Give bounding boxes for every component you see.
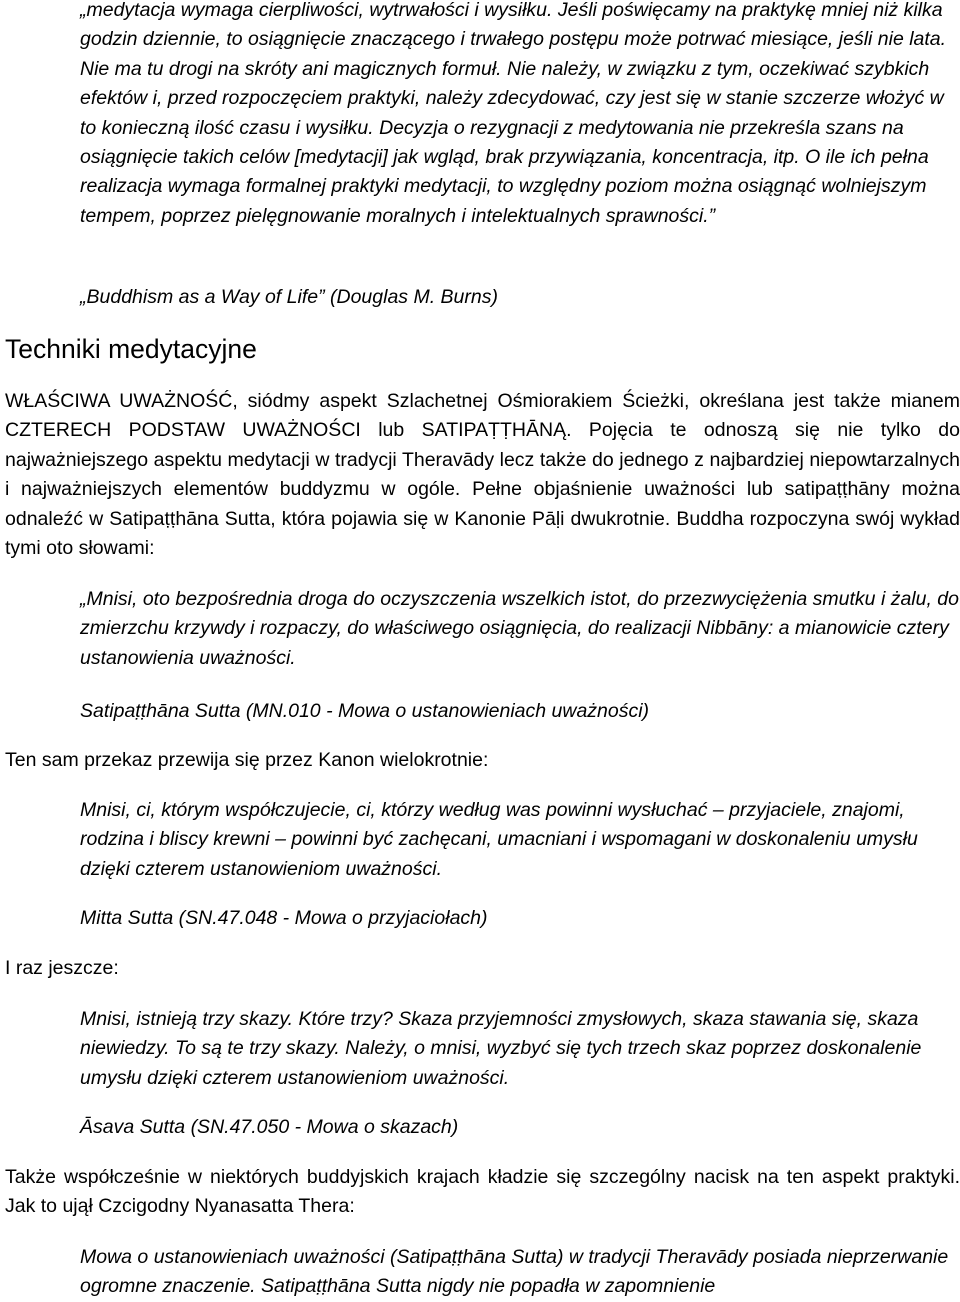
top-quote: „medytacja wymaga cierpliwości, wytrwałości i wysiłku. Jeśli poświęcamy na praktykę mniej niż kilka godzin dziennie, to osiągnięcie znaczącego i trwałego postępu może potrwać miesiące, jeśli nie lata. Nie ma tu drogi na skróty ani magicznych formuł. Nie należy, w związku z tym, oczekiwać szybkich efektów i, przed rozpoczęciem praktyki, należy zdecydować, czy jest się w stanie szczerze włożyć w to konieczną ilość czasu i wysiłku. Decyzja o rezygnacji z medytowania nie przekreśla szans na osiągnięcie takich celów [medytacji] jak wgląd, brak przywiązania, koncentracja, itp. O ile ich pełna realizacja wymaga formalnej praktyki medytacji, to względny poziom można osiągnąć wolniejszym tempem, poprzez pielęgnowanie moralnych i intelektualnych sprawności.” [80,0,947,227]
line-2: I raz jeszcze: [5,957,119,979]
line-1: Ten sam przekaz przewija się przez Kanon wielokrotnie: [5,749,489,771]
quote-3-source: Āsava Sutta (SN.47.050 - Mowa o skazach) [80,1116,459,1138]
paragraph-2: Także współcześnie w niektórych buddyjskich krajach kładzie się szczególny nacisk na ten aspekt praktyki. Jak to ujął Czcigodny Nyanasatta Thera: [5,1166,960,1218]
quote-4: Mowa o ustanowieniach uważności (Satipaṭṭhāna Sutta) w tradycji Theravādy posiada nieprzerwanie ogromne znaczenie. Satipaṭṭhāna Sutta nigdy nie popadła w zapomnienie [80,1246,949,1298]
quote-1: „Mnisi, oto bezpośrednia droga do oczyszczenia wszelkich istot, do przezwyciężenia smutku i żalu, do zmierzchu krzywdy i rozpaczy, do właściwego osiągnięcia, do realizacji Nibbāny: a mianowicie cztery ustanowienia uważności. [80,588,959,669]
quote-2-source: Mitta Sutta (SN.47.048 - Mowa o przyjaciołach) [80,907,488,929]
paragraph-1: WŁAŚCIWA UWAŻNOŚĆ, siódmy aspekt Szlachetnej Ośmiorakiem Ścieżki, określana jest także mianem CZTERECH PODSTAW UWAŻNOŚCI lub SATIPAṬṬHĀNĄ. Pojęcia te odnoszą się nie tylko do najważniejszego aspektu medytacji w tradycji Theravādy lecz także do jednego z najbardziej niepowtarzalnych i najważniejszych elementów buddyzmu w ogóle. Pełne objaśnienie uważności lub satipaṭṭhāny można odnaleźć w Satipaṭṭhāna Sutta, która pojawia się w Kanonie Pāḷi dwukrotnie. Buddha rozpoczyna swój wykład tymi oto słowami: [5,390,960,560]
section-heading: Techniki medytacyjne [5,334,257,364]
top-quote-source: „Buddhism as a Way of Life” (Douglas M. Burns) [80,286,498,308]
quote-1-source: Satipaṭṭhāna Sutta (MN.010 - Mowa o ustanowieniach uważności) [80,700,650,722]
quote-2: Mnisi, ci, którym współczujecie, ci, którzy według was powinni wysłuchać – przyjaciele, znajomi, rodzina i bliscy krewni – powinni być zachęcani, umacniani i wspomagani w doskonaleniu umysłu dzięki czterem ustanowieniom uważności. [80,799,918,880]
quote-3: Mnisi, istnieją trzy skazy. Które trzy? Skaza przyjemności zmysłowych, skaza stawania się, skaza niewiedzy. To są te trzy skazy. Należy, o mnisi, wyzbyć się tych trzech skaz poprzez doskonalenie umysłu dzięki czterem ustanowieniom uważności. [80,1008,922,1089]
